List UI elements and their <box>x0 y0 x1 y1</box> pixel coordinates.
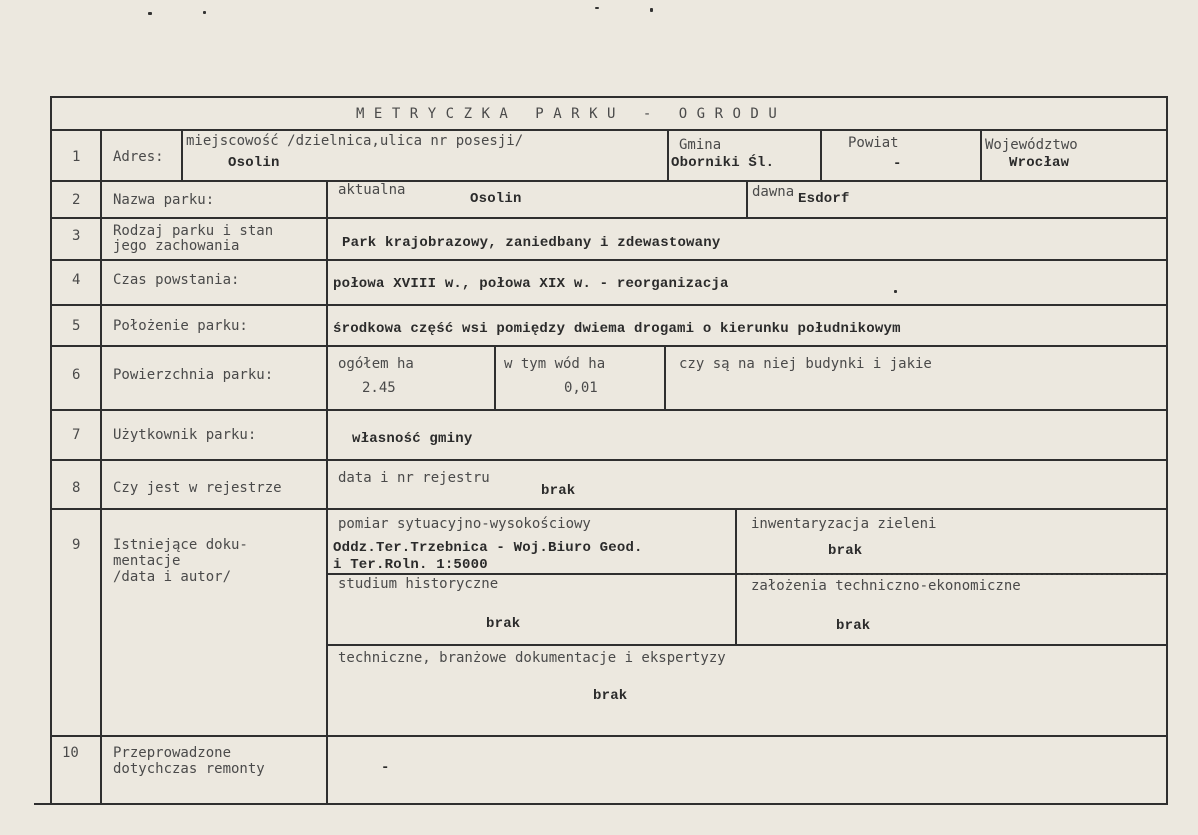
register-value: brak <box>541 483 576 499</box>
row-number: 5 <box>72 318 81 334</box>
grid-line <box>735 508 737 644</box>
grid-line <box>50 96 52 804</box>
scan-speck <box>203 11 206 14</box>
location-value: środkowa część wsi pomiędzy dwiema drogami o kierunku południkowym <box>333 321 901 337</box>
grid-line <box>50 735 1168 737</box>
address-label: Adres: <box>113 149 164 165</box>
buildings-label: czy są na niej budynki i jakie <box>679 356 932 372</box>
grid-line <box>326 644 1168 646</box>
row-number: 9 <box>72 537 81 553</box>
grid-line <box>326 180 328 804</box>
survey-label: pomiar sytuacyjno-wysokościowy <box>338 516 591 532</box>
park-type-label-line1: Rodzaj parku i stan <box>113 223 274 239</box>
documentation-label-line2: mentacje <box>113 553 181 569</box>
row-number: 3 <box>72 228 81 244</box>
grid-line <box>50 409 1168 411</box>
historical-study-value: brak <box>486 616 521 632</box>
register-label: data i nr rejestru <box>338 470 490 486</box>
gmina-label: Gmina <box>679 137 722 153</box>
expert-docs-label: techniczne, branżowe dokumentacje i ekspertyzy <box>338 650 726 666</box>
survey-value-line1: Oddz.Ter.Trzebnica - Woj.Biuro Geod. <box>333 540 643 556</box>
grid-line <box>50 129 1168 131</box>
grid-line <box>50 508 1168 510</box>
park-type-value: Park krajobrazowy, zaniedbany i zdewastowany <box>342 235 721 251</box>
grid-line <box>980 129 982 180</box>
tech-econ-value: brak <box>836 618 871 634</box>
water-area-value: 0,01 <box>564 380 598 396</box>
area-label: Powierzchnia parku: <box>113 367 274 383</box>
dashed-separator <box>738 574 1166 575</box>
grid-line <box>667 129 669 180</box>
greenery-inventory-label: inwentaryzacja zieleni <box>751 516 937 532</box>
total-area-value: 2.45 <box>362 380 396 396</box>
tech-econ-label: założenia techniczno-ekonomiczne <box>751 578 1021 594</box>
former-name-label: dawna <box>752 184 795 200</box>
scan-speck <box>148 12 152 15</box>
row-number: 2 <box>72 192 81 208</box>
scan-speck <box>595 7 599 9</box>
row-number: 4 <box>72 272 81 288</box>
grid-line <box>1166 96 1168 804</box>
grid-line <box>746 180 748 217</box>
locality-value: Osolin <box>228 155 280 171</box>
total-area-label: ogółem ha <box>338 356 414 372</box>
former-name-value: Esdorf <box>798 191 850 207</box>
register-question-label: Czy jest w rejestrze <box>113 480 282 496</box>
documentation-label-line3: /data i autor/ <box>113 569 232 585</box>
wojewodztwo-value: Wrocław <box>1009 155 1070 171</box>
location-label: Położenie parku: <box>113 318 248 334</box>
greenery-inventory-value: brak <box>828 543 863 559</box>
scan-speck <box>894 290 897 293</box>
park-name-label: Nazwa parku: <box>113 192 215 208</box>
gmina-value: Oborniki Śl. <box>671 155 775 171</box>
grid-line <box>50 304 1168 306</box>
grid-line <box>494 345 496 409</box>
grid-line <box>50 459 1168 461</box>
grid-line <box>50 180 1168 182</box>
creation-time-label: Czas powstania: <box>113 272 240 288</box>
grid-line <box>50 345 1168 347</box>
owner-value: własność gminy <box>352 431 473 447</box>
historical-study-label: studium historyczne <box>338 576 499 592</box>
grid-line <box>100 129 102 804</box>
grid-line <box>50 96 1168 98</box>
water-area-label: w tym wód ha <box>504 356 606 372</box>
park-type-label-line2: jego zachowania <box>113 238 240 254</box>
current-name-label: aktualna <box>338 182 406 198</box>
row-number: 1 <box>72 149 81 165</box>
row-number: 10 <box>62 745 79 761</box>
row-number: 7 <box>72 427 81 443</box>
renovations-label-line1: Przeprowadzone <box>113 745 232 761</box>
survey-value-line2: i Ter.Roln. 1:5000 <box>333 557 488 573</box>
renovations-label-line2: dotychczas remonty <box>113 761 265 777</box>
grid-line <box>50 259 1168 261</box>
owner-label: Użytkownik parku: <box>113 427 257 443</box>
row-number: 8 <box>72 480 81 496</box>
current-name-value: Osolin <box>470 191 522 207</box>
grid-line <box>50 217 1168 219</box>
documentation-label-line1: Istniejące doku- <box>113 537 248 553</box>
creation-time-value: połowa XVIII w., połowa XIX w. - reorganizacja <box>333 276 729 292</box>
wojewodztwo-label: Województwo <box>985 137 1078 153</box>
renovations-value: - <box>381 760 390 776</box>
locality-label: miejscowość /dzielnica,ulica nr posesji/ <box>186 133 524 149</box>
form-title: METRYCZKA PARKU - OGRODU <box>356 106 787 122</box>
powiat-value: - <box>893 156 902 172</box>
scan-speck <box>650 8 653 12</box>
expert-docs-value: brak <box>593 688 628 704</box>
powiat-label: Powiat <box>848 135 899 151</box>
grid-line <box>664 345 666 409</box>
grid-line <box>820 129 822 180</box>
grid-line <box>34 803 1168 805</box>
grid-line <box>181 129 183 180</box>
row-number: 6 <box>72 367 81 383</box>
